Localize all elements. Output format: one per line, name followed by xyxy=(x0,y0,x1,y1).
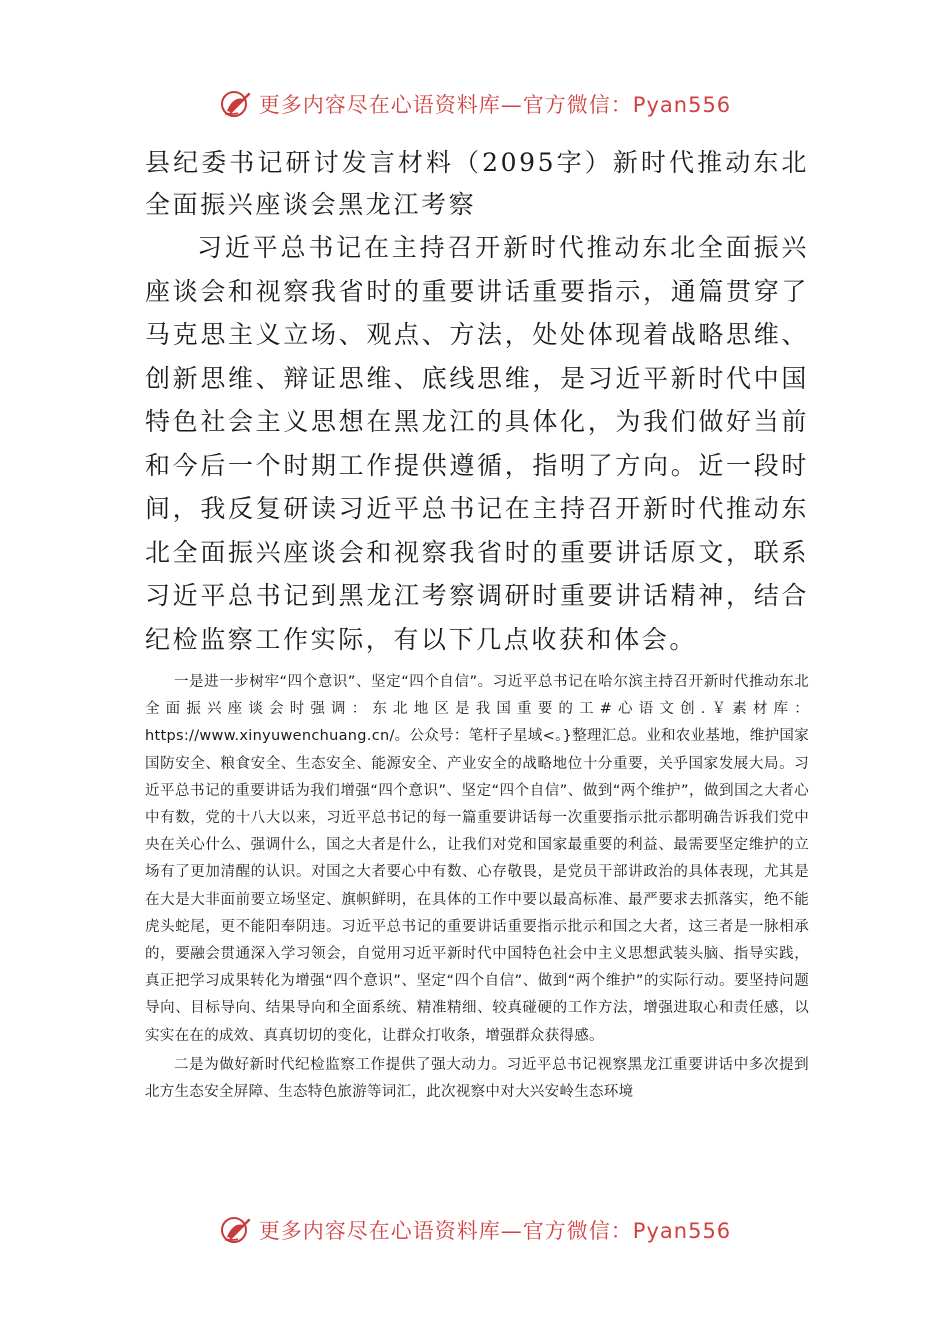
banner-text: 更多内容尽在心语资料库—官方微信：Pyan556 xyxy=(258,93,732,117)
body-paragraph-2: 二是为做好新时代纪检监察工作提供了强大动力。习近平总书记视察黑龙江重要讲话中多次提到北方生态安全屏障、生态特色旅游等词汇，此次视察中对大兴安岭生态环境 xyxy=(145,1056,809,1101)
signature-pen-logo-icon xyxy=(219,87,253,121)
banner-text: 更多内容尽在心语资料库—官方微信：Pyan556 xyxy=(258,1219,732,1243)
document-title: 县纪委书记研讨发言材料（2095字）新时代推动东北全面振兴座谈会黑龙江考察 xyxy=(145,148,809,219)
signature-pen-logo-icon xyxy=(219,1213,253,1247)
document-body xyxy=(145,142,809,1106)
footer-watermark-banner xyxy=(0,1210,950,1250)
header-watermark-banner xyxy=(0,84,950,124)
body-paragraph-1: 一是进一步树牢“四个意识”、坚定“四个自信”。习近平总书记在哈尔滨主持召开新时代推动东北全面振兴座谈会时强调：东北地区是我国重要的工#心语文创.￥素材库：https://www.xinyuwenchuang.cn/。公众号：笔杆子星域<。}整理汇总。业和农业基地，维护国家国防安全、粮食安全、生态安全、能源安全、产业安全的战略地位十分重要，关乎国家发展大局。习近平总书记的重要讲话为我们增强“四个意识”、坚定“四个自信”、做到“两个维护”，做到国之大者心中有数，党的十八大以来，习近平总书记的每一篇重要讲话每一次重要指示批示都明确告诉我们党中央在关心什么、强调什么，国之大者是什么，让我们对党和国家最重要的利益、最需要坚定维护的立场有了更加清醒的认识。对国之大者要心中有数、心存敬畏，是党员干部讲政治的具体表现，尤其是在大是大非面前要立场坚定、旗帜鲜明，在具体的工作中要以最高标准、最严要求去抓落实，绝不能虎头蛇尾，更不能阳奉阴违。习近平总书记的重要讲话重要指示批示和国之大者，这三者是一脉相承的，要融会贯通深入学习领会，自觉用习近平新时代中国特色社会中主义思想武装头脑、指导实践，真正把学习成果转化为增强“四个意识”、坚定“四个自信”、做到“两个维护”的实际行动。要坚持问题导向、目标导向、结果导向和全面系统、精准精细、较真碰硬的工作方法，增强进取心和责任感，以实实在在的成效、真真切切的变化，让群众打收条，增强群众获得感。 xyxy=(145,674,809,1044)
lead-paragraph: 习近平总书记在主持召开新时代推动东北全面振兴座谈会和视察我省时的重要讲话重要指示，通篇贯穿了马克思主义立场、观点、方法，处处体现着战略思维、创新思维、辩证思维、底线思维，是习近平新时代中国特色社会主义思想在黑龙江的具体化，为我们做好当前和今后一个时期工作提供遵循，指明了方向。近一段时间，我反复研读习近平总书记在主持召开新时代推动东北全面振兴座谈会和视察我省时的重要讲话原文，联系习近平总书记到黑龙江考察调研时重要讲话精神，结合纪检监察工作实际，有以下几点收获和体会。 xyxy=(145,233,809,654)
